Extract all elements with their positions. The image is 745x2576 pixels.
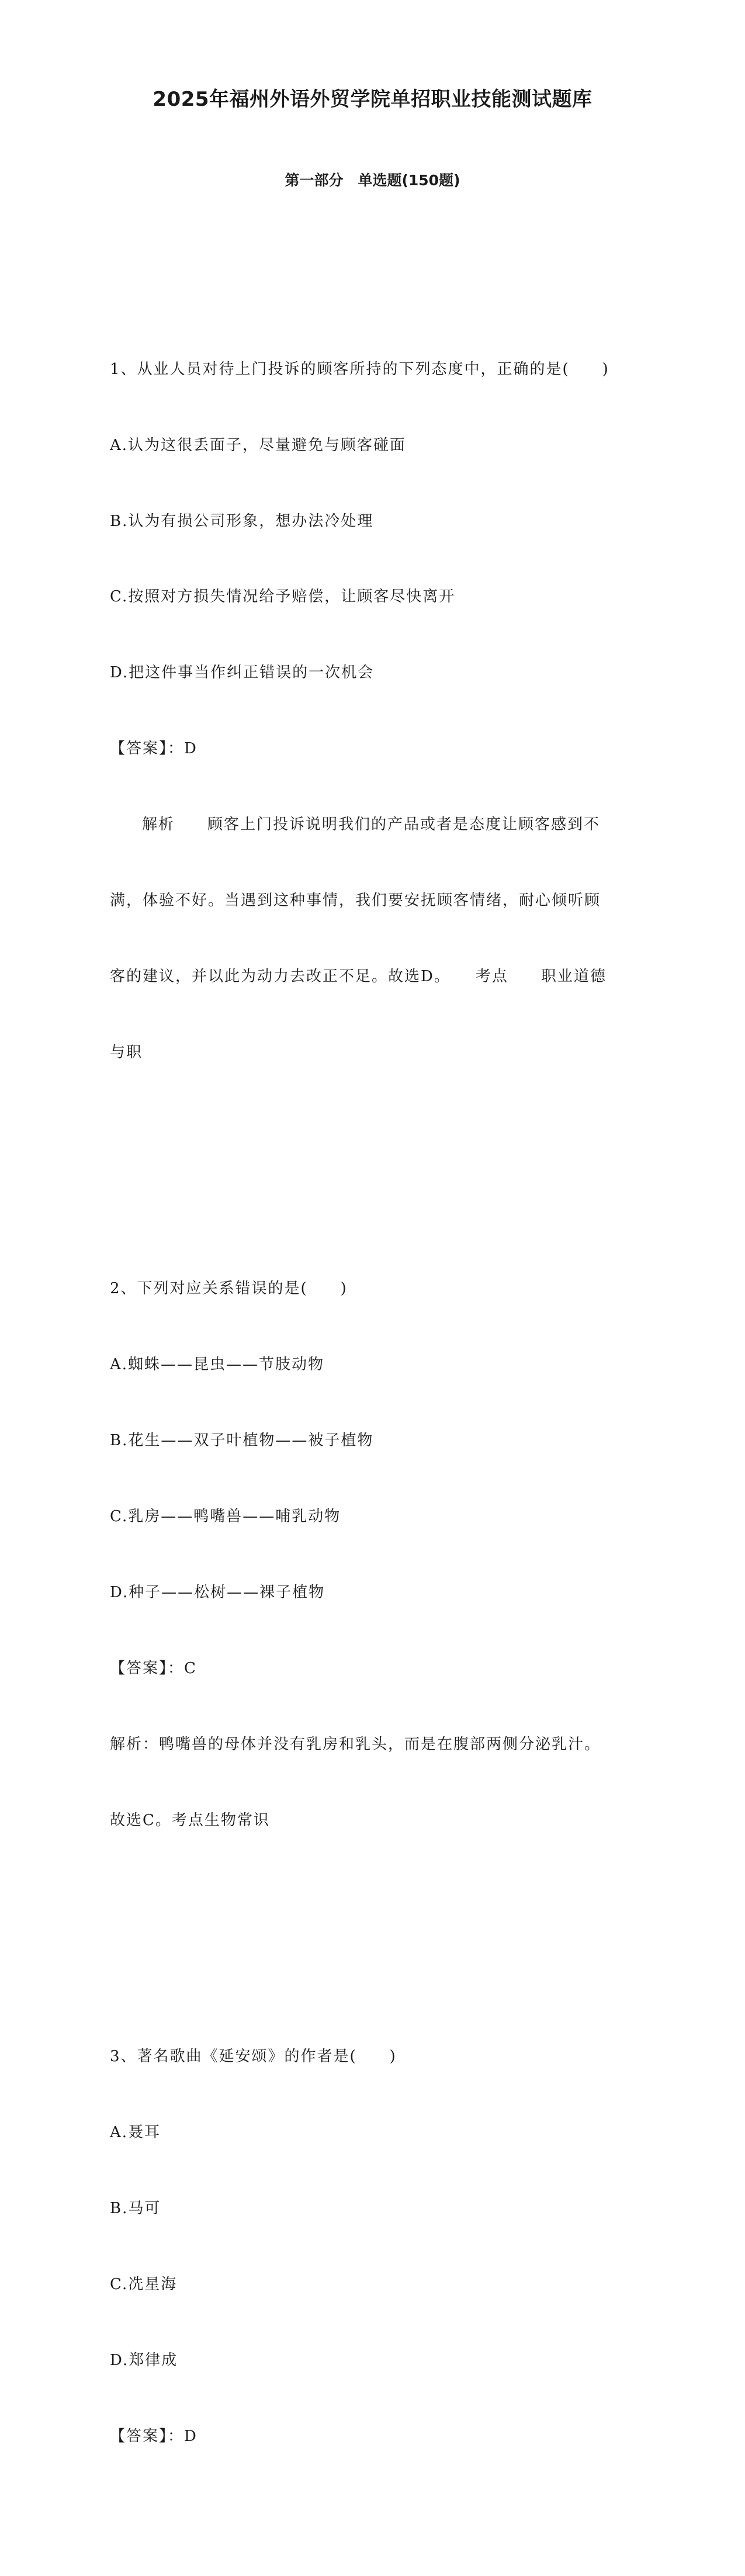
analysis-line: 解析：鸭嘴兽的母体并没有乳房和乳头，而是在腹部两侧分泌乳汁。 [110,1735,601,1753]
answer: 【答案】：D [110,2427,197,2445]
question-2 [110,1226,636,1884]
question-list [110,205,636,2576]
analysis-line: 解析 顾客上门投诉说明我们的产品或者是态度让顾客感到不 [142,816,601,834]
option-c: C.按照对方损失情况给予赔偿，让顾客尽快离开 [110,588,456,606]
option-d: D.郑律成 [110,2351,178,2369]
option-a: A.聂耳 [110,2124,161,2142]
option-d: D.把这件事当作纠正错误的一次机会 [110,664,375,682]
question-3 [110,1994,636,2500]
question-stem: 1、从业人员对待上门投诉的顾客所持的下列态度中，正确的是( ) [110,360,609,378]
option-c: C.冼星海 [110,2276,178,2294]
document-title: 2025年福州外语外贸学院单招职业技能测试题库 [153,88,592,111]
question-stem: 3、著名歌曲《延安颂》的作者是( ) [110,2048,397,2066]
analysis-line: 客的建议，并以此为动力去改正不足。故选D。 考点 职业道德 [110,967,607,985]
option-c: C.乳房——鸭嘴兽——哺乳动物 [110,1508,341,1526]
answer: 【答案】：D [110,740,197,758]
option-b: B.花生——双子叶植物——被子植物 [110,1432,374,1450]
option-b: B.马可 [110,2200,161,2218]
question-stem: 2、下列对应关系错误的是( ) [110,1280,348,1298]
option-b: B.认为有损公司形象，想办法冷处理 [110,512,374,530]
option-d: D.种子——松树——裸子植物 [110,1584,325,1602]
analysis-line: 故选C。考点生物常识 [110,1811,270,1829]
analysis-line: 满，体验不好。当遇到这种事情，我们要安抚顾客情绪，耐心倾听顾 [110,892,601,910]
analysis-line: 与职 [110,1043,143,1061]
option-a: A.认为这很丢面子，尽量避免与顾客碰面 [110,436,407,454]
question-1 [110,306,636,1116]
option-a: A.蜘蛛——昆虫——节肢动物 [110,1356,325,1374]
answer: 【答案】：C [110,1659,197,1677]
section-title: 第一部分 单选题(150题) [285,172,460,189]
